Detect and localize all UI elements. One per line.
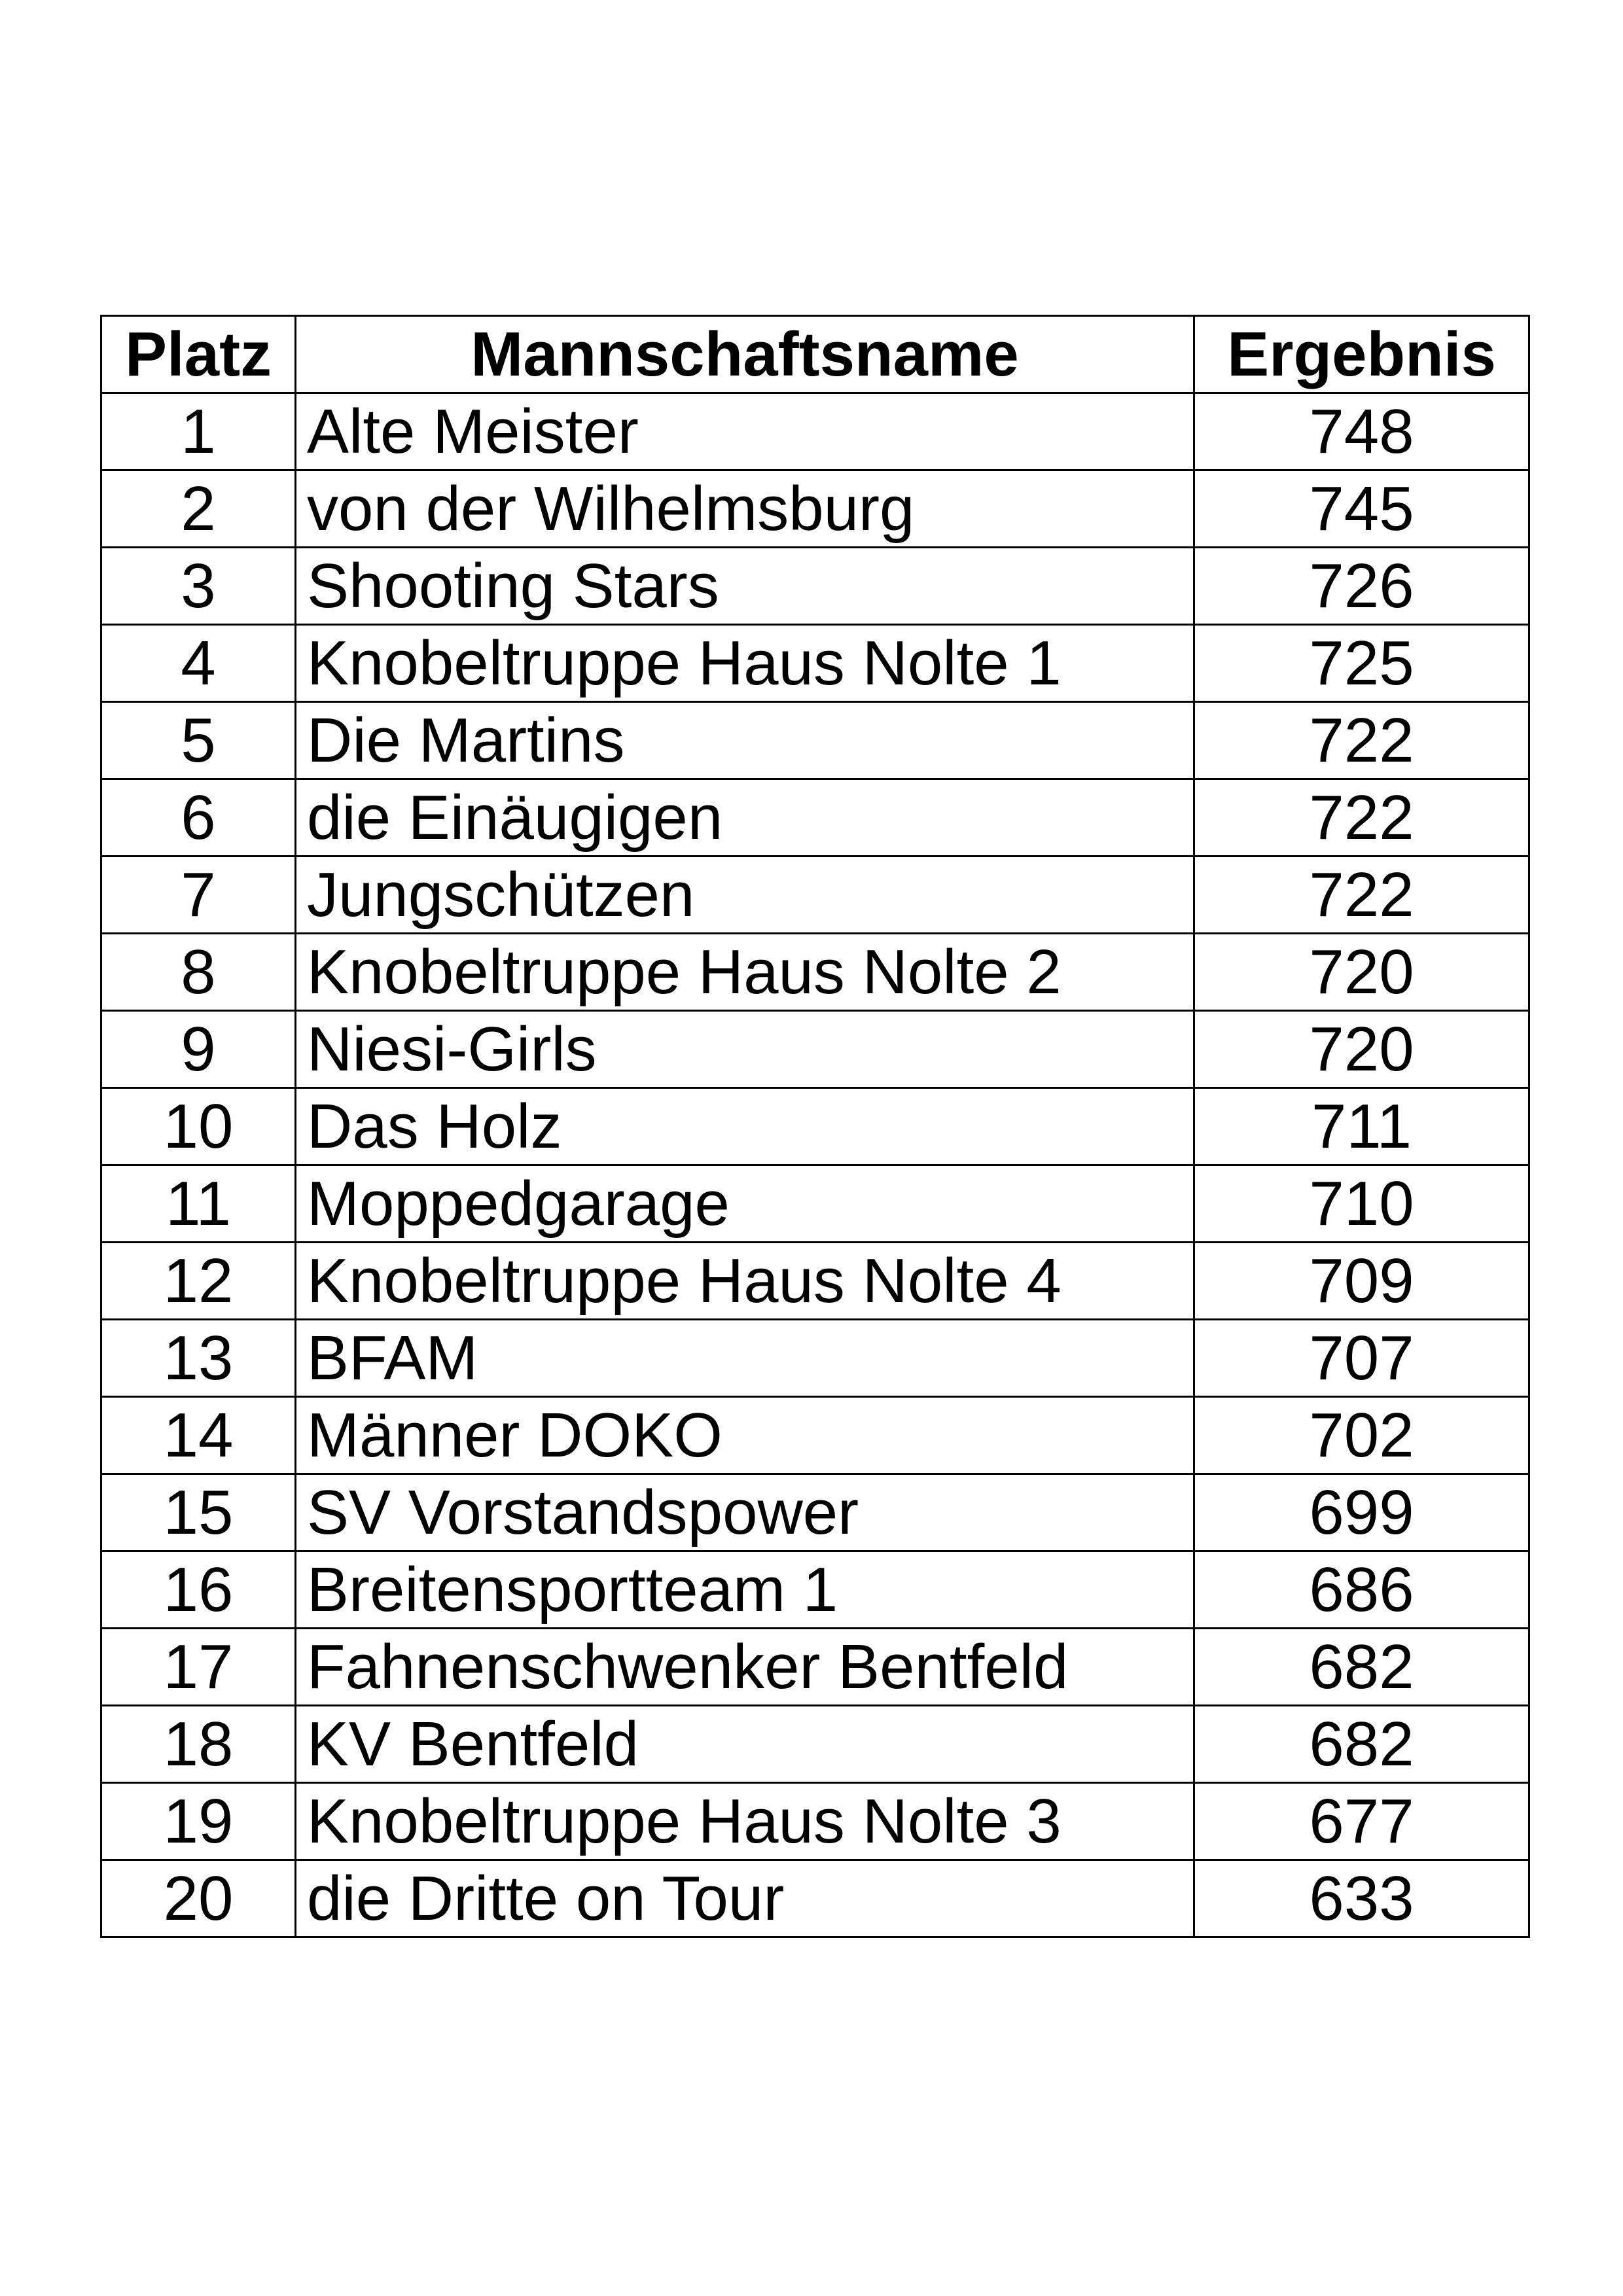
cell-platz: 6: [101, 779, 296, 857]
cell-platz: 16: [101, 1551, 296, 1629]
cell-ergebnis: 682: [1194, 1629, 1529, 1706]
cell-ergebnis: 722: [1194, 857, 1529, 934]
cell-platz: 3: [101, 548, 296, 625]
table-row: [101, 1860, 1529, 1937]
cell-ergebnis: 686: [1194, 1551, 1529, 1629]
cell-mannschaftsname: Das Holz: [296, 1088, 1194, 1165]
table-row: [101, 1243, 1529, 1320]
cell-platz: 11: [101, 1165, 296, 1243]
cell-mannschaftsname: Shooting Stars: [296, 548, 1194, 625]
table-row: [101, 857, 1529, 934]
cell-platz: 20: [101, 1860, 296, 1937]
cell-ergebnis: 726: [1194, 548, 1529, 625]
cell-mannschaftsname: KV Bentfeld: [296, 1706, 1194, 1783]
cell-ergebnis: 720: [1194, 1011, 1529, 1088]
cell-platz: 13: [101, 1320, 296, 1397]
table-row: [101, 1783, 1529, 1860]
cell-ergebnis: 709: [1194, 1243, 1529, 1320]
cell-platz: 14: [101, 1397, 296, 1474]
cell-platz: 18: [101, 1706, 296, 1783]
table-body: [101, 393, 1529, 1937]
cell-ergebnis: 722: [1194, 779, 1529, 857]
header-ergebnis: Ergebnis: [1194, 316, 1529, 393]
cell-platz: 8: [101, 934, 296, 1011]
cell-ergebnis: 699: [1194, 1474, 1529, 1551]
cell-platz: 10: [101, 1088, 296, 1165]
cell-ergebnis: 682: [1194, 1706, 1529, 1783]
cell-ergebnis: 725: [1194, 625, 1529, 702]
cell-mannschaftsname: Moppedgarage: [296, 1165, 1194, 1243]
cell-mannschaftsname: von der Wilhelmsburg: [296, 470, 1194, 548]
table-row: [101, 393, 1529, 470]
cell-ergebnis: 720: [1194, 934, 1529, 1011]
cell-ergebnis: 710: [1194, 1165, 1529, 1243]
table-row: [101, 1474, 1529, 1551]
cell-platz: 4: [101, 625, 296, 702]
table-row: [101, 1165, 1529, 1243]
cell-mannschaftsname: Die Martins: [296, 702, 1194, 779]
cell-ergebnis: 633: [1194, 1860, 1529, 1937]
table-row: [101, 1011, 1529, 1088]
cell-platz: 2: [101, 470, 296, 548]
cell-mannschaftsname: Fahnenschwenker Bentfeld: [296, 1629, 1194, 1706]
cell-mannschaftsname: Knobeltruppe Haus Nolte 3: [296, 1783, 1194, 1860]
results-table: [100, 315, 1530, 1938]
cell-ergebnis: 745: [1194, 470, 1529, 548]
table-row: [101, 625, 1529, 702]
cell-ergebnis: 702: [1194, 1397, 1529, 1474]
cell-platz: 1: [101, 393, 296, 470]
cell-platz: 19: [101, 1783, 296, 1860]
cell-mannschaftsname: Männer DOKO: [296, 1397, 1194, 1474]
cell-platz: 17: [101, 1629, 296, 1706]
cell-platz: 5: [101, 702, 296, 779]
cell-mannschaftsname: Niesi-Girls: [296, 1011, 1194, 1088]
cell-ergebnis: 677: [1194, 1783, 1529, 1860]
table-row: [101, 1397, 1529, 1474]
table-row: [101, 702, 1529, 779]
cell-mannschaftsname: Breitensportteam 1: [296, 1551, 1194, 1629]
header-platz: Platz: [101, 316, 296, 393]
table-row: [101, 1629, 1529, 1706]
cell-ergebnis: 722: [1194, 702, 1529, 779]
table-row: [101, 1320, 1529, 1397]
cell-platz: 12: [101, 1243, 296, 1320]
table-row: [101, 779, 1529, 857]
cell-ergebnis: 711: [1194, 1088, 1529, 1165]
table-row: [101, 548, 1529, 625]
table-row: [101, 1088, 1529, 1165]
cell-platz: 9: [101, 1011, 296, 1088]
cell-platz: 7: [101, 857, 296, 934]
table-row: [101, 934, 1529, 1011]
cell-mannschaftsname: die Dritte on Tour: [296, 1860, 1194, 1937]
table-row: [101, 1551, 1529, 1629]
header-mannschaftsname: Mannschaftsname: [296, 316, 1194, 393]
cell-ergebnis: 748: [1194, 393, 1529, 470]
cell-mannschaftsname: Knobeltruppe Haus Nolte 4: [296, 1243, 1194, 1320]
cell-mannschaftsname: Knobeltruppe Haus Nolte 2: [296, 934, 1194, 1011]
cell-platz: 15: [101, 1474, 296, 1551]
cell-mannschaftsname: SV Vorstandspower: [296, 1474, 1194, 1551]
cell-mannschaftsname: die Einäugigen: [296, 779, 1194, 857]
header-row: [101, 316, 1529, 393]
table-row: [101, 470, 1529, 548]
table-header: [101, 316, 1529, 393]
cell-mannschaftsname: Jungschützen: [296, 857, 1194, 934]
cell-mannschaftsname: Knobeltruppe Haus Nolte 1: [296, 625, 1194, 702]
table-row: [101, 1706, 1529, 1783]
cell-mannschaftsname: Alte Meister: [296, 393, 1194, 470]
cell-ergebnis: 707: [1194, 1320, 1529, 1397]
cell-mannschaftsname: BFAM: [296, 1320, 1194, 1397]
